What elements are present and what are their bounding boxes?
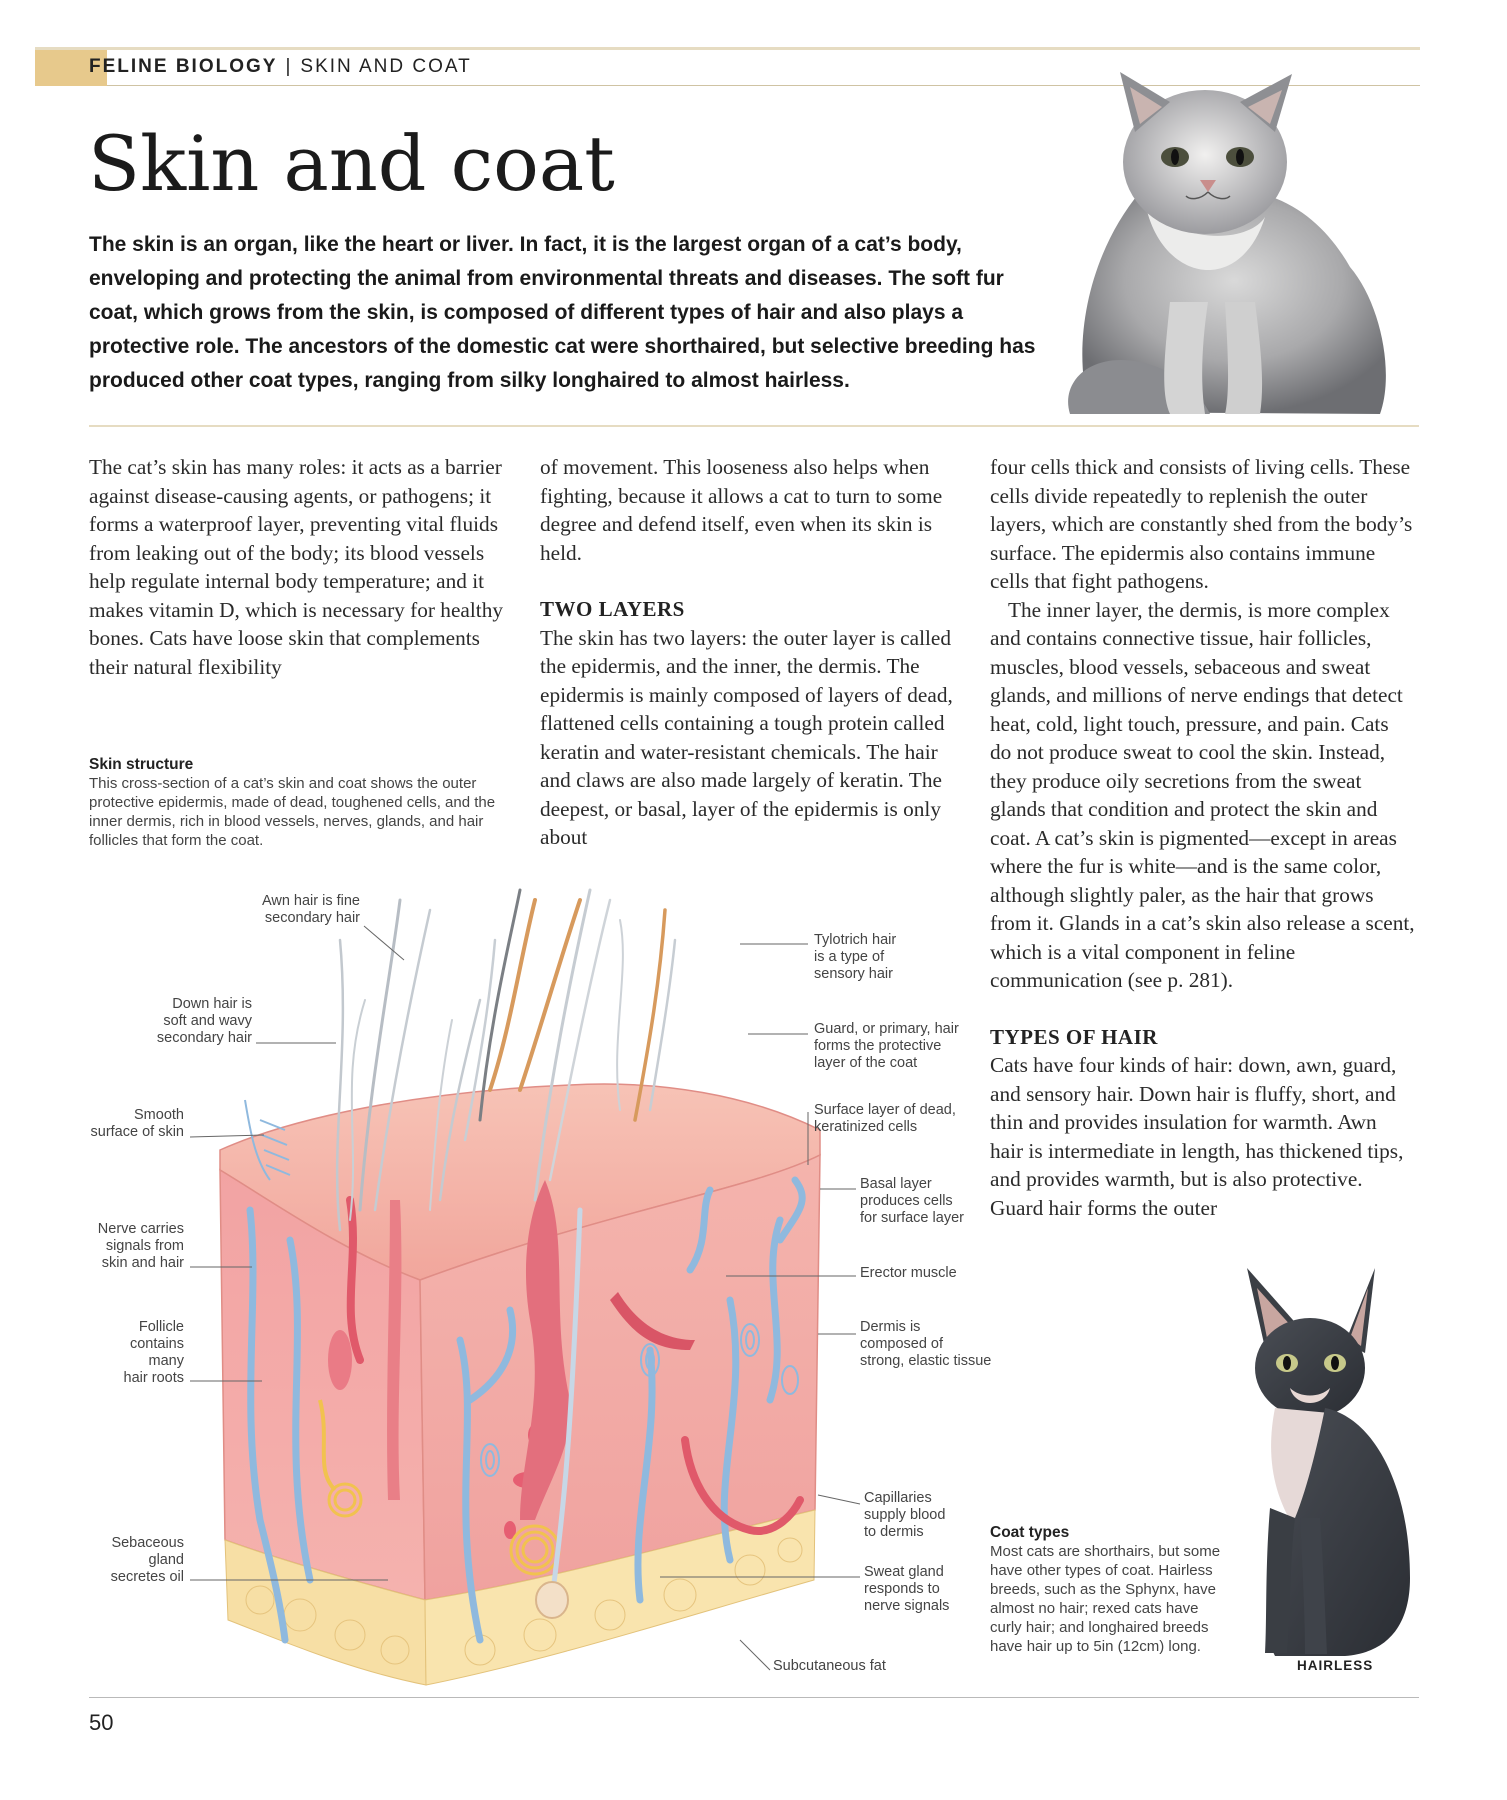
label-subcutaneous-fat: Subcutaneous fat xyxy=(773,1658,886,1674)
col1-paragraph-1: The cat’s skin has many roles: it acts as a barrier against disease-causing agents, or pathogens; it forms a waterproof layer, preventing vital fluids from leaking out of the body; its blood vessels help regulate internal body temperature; and it makes vitamin D, which is necessary for healthy bones. Cats have loose skin that complements their natural flexibility xyxy=(89,455,503,679)
label-sweat-gland: Sweat gland responds to nerve signals xyxy=(864,1564,950,1614)
label-awn-hair: Awn hair is fine secondary hair xyxy=(261,893,360,926)
coat-caption-title: Coat types xyxy=(990,1524,1070,1541)
label-guard-hair: Guard, or primary, hair forms the protective layer of the coat xyxy=(814,1021,959,1071)
col3-paragraph-3: Cats have four kinds of hair: down, awn, guard, and sensory hair. Down hair is fluffy, short, and thin and provides insulation for warmth. Awn hair is intermediate in length, has thickened tips, and provides warmth, but is also protective. Guard hair forms the outer xyxy=(990,1053,1404,1220)
label-nerve: Nerve carries signals from skin and hair xyxy=(97,1221,184,1271)
heading-types-of-hair: TYPES OF HAIR xyxy=(990,1024,1158,1049)
label-tylotrich-hair: Tylotrich hair is a type of sensory hair xyxy=(814,932,897,982)
heading-two-layers: TWO LAYERS xyxy=(540,597,685,621)
label-capillaries: Capillaries supply blood to dermis xyxy=(864,1490,946,1540)
coat-caption-text: Most cats are shorthairs, but some have other types of coat. Hairless breeds, such as the Sphynx, have almost no hair; rexed cats have curly hair; and longhaired breeds have hair up to 5in (12cm) long. xyxy=(990,1543,1221,1655)
label-basal-layer: Basal layer produces cells for surface layer xyxy=(860,1176,964,1226)
label-sebaceous-gland: Sebaceous gland secretes oil xyxy=(110,1535,184,1585)
col2-paragraph-2: The skin has two layers: the outer layer is called the epidermis, and the inner, the dermis. The epidermis is mainly composed of layers of dead, flattened cells containing a tough protein called keratin and water-resistant chemicals. The hair and claws are also made largely of keratin. The deepest, or basal, layer of the epidermis is only about xyxy=(540,625,953,849)
sphynx-cat-photo xyxy=(1205,1258,1420,1663)
skin-caption-title: Skin structure xyxy=(89,756,194,773)
label-smooth-surface: Smooth surface of skin xyxy=(90,1107,184,1140)
coat-types-caption xyxy=(990,1524,1222,1656)
col3-paragraph-2: The inner layer, the dermis, is more complex and contains connective tissue, hair follicles, muscles, blood vessels, sebaceous and sweat glands, and millions of nerve endings that detect heat, cold, light touch, pressure, and pain. Cats do not produce sweat to cool the skin. Instead, they produce oily secretions from the sweat glands that condition and protect the skin and coat. A cat’s skin is pigmented—except in areas where the fur is white—and is the same color, although slightly paler, as the hair that grows from it. Glands in a cat’s skin also release a scent, which is a vital component in feline communication (see p. 281). xyxy=(990,597,1415,992)
skin-caption-text: This cross-section of a cat’s skin and coat shows the outer protective epidermis, made of dead, toughened cells, and the inner dermis, rich in blood vessels, nerves, glands, and hair follicles that form the coat. xyxy=(89,775,496,849)
label-down-hair: Down hair is soft and wavy secondary hair xyxy=(156,996,252,1046)
subsection-name: SKIN AND COAT xyxy=(300,56,472,77)
label-surface-layer: Surface layer of dead, keratinized cells xyxy=(814,1102,956,1135)
label-erector-muscle: Erector muscle xyxy=(860,1265,957,1281)
footer-rule xyxy=(89,1697,1419,1698)
label-follicle: Follicle contains many hair roots xyxy=(123,1319,184,1386)
label-dermis: Dermis is composed of strong, elastic tissue xyxy=(860,1319,992,1369)
section-name: FELINE BIOLOGY xyxy=(89,56,278,77)
hairless-label: HAIRLESS xyxy=(1297,1658,1374,1673)
page-number: 50 xyxy=(89,1710,114,1735)
header-separator: | xyxy=(285,56,293,77)
intro-paragraph: The skin is an organ, like the heart or liver. In fact, it is the largest organ of a cat’s body, enveloping and protecting the animal from environmental threats and diseases. The soft fur coat, which grows from the skin, is composed of different types of hair and also plays a protective role. The ancestors of the domestic cat were shorthaired, but selective breeding has produced other coat types, ranging from silky longhaired to almost hairless. xyxy=(89,233,1036,392)
page-title: Skin and coat xyxy=(88,119,615,208)
col3-paragraph-1: four cells thick and consists of living cells. These cells divide repeatedly to replenish the outer layers, which are constantly shed from the body’s surface. The epidermis also contains immune cells that fight pathogens. xyxy=(990,455,1413,593)
col2-paragraph-1: of movement. This looseness also helps when fighting, because it allows a cat to turn to some degree and defend itself, even when its skin is held. xyxy=(540,455,943,565)
